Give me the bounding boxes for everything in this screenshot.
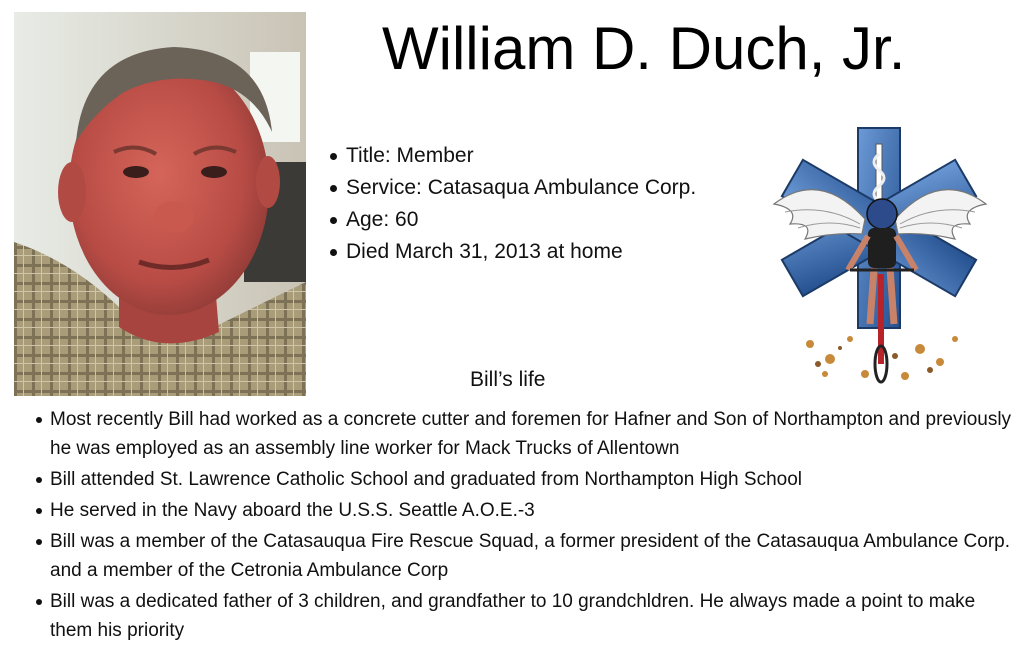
bullet [36, 477, 42, 483]
fact-text: Died March 31, 2013 at home [346, 240, 623, 263]
bullet [36, 599, 42, 605]
star-of-life-icon [770, 124, 990, 386]
list-item [36, 405, 1016, 463]
portrait-photo [14, 12, 306, 396]
bullet [330, 153, 337, 160]
fact-title [330, 140, 696, 172]
portrait-image [14, 12, 306, 396]
fact-text: Service: Catasaqua Ambulance Corp. [346, 176, 697, 199]
facts-list [330, 140, 696, 268]
star-of-life-emblem [770, 124, 990, 386]
list-item [36, 527, 1016, 585]
fact-died [330, 236, 696, 268]
list-item-text: Most recently Bill had worked as a concrete cutter and foremen for Hafner and Son of Northampton and previously he was employed as an assembly line worker for Mack Trucks of Allentown [50, 409, 1012, 459]
bullet [36, 508, 42, 514]
fact-text: Age: 60 [346, 208, 419, 231]
bullet [330, 217, 337, 224]
list-item-text: He served in the Navy aboard the U.S.S. Seattle A.O.E.-3 [50, 500, 535, 521]
list-item-text: Bill attended St. Lawrence Catholic School and graduated from Northampton High School [50, 469, 802, 490]
list-item [36, 465, 1016, 494]
fact-service [330, 172, 696, 204]
list-item [36, 587, 1016, 645]
bullet [36, 417, 42, 423]
page-title: William D. Duch, Jr. [382, 15, 906, 82]
list-item-text: Bill was a member of the Catasauqua Fire Rescue Squad, a former president of the Catasauqua Ambulance Corp. and a member of the Cetronia Ambulance Corp [50, 531, 1011, 581]
fact-text: Title: Member [346, 144, 474, 167]
bullet [330, 185, 337, 192]
bullet [330, 249, 337, 256]
list-item-text: Bill was a dedicated father of 3 children, and grandfather to 10 grandchldren. He always made a point to make them his priority [50, 591, 976, 641]
list-item [36, 496, 1016, 525]
life-list [36, 405, 1016, 647]
fact-age [330, 204, 696, 236]
life-heading: Bill’s life [470, 368, 546, 391]
bullet [36, 539, 42, 545]
